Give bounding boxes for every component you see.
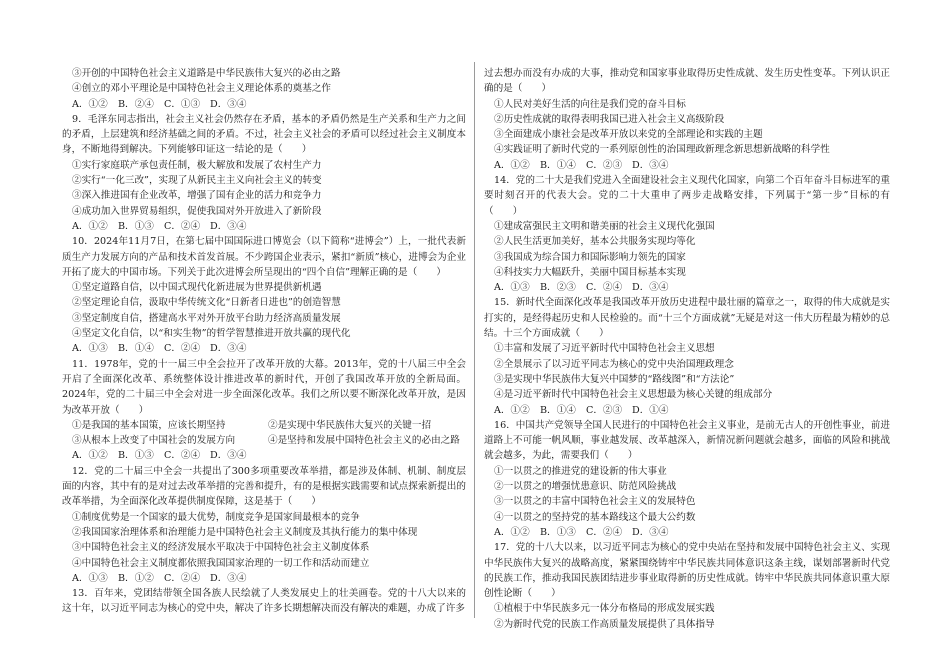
option-item: ①建成富强民主文明和谐美丽的社会主义现代化强国 xyxy=(494,220,715,232)
option-item: ④是坚持和发展中国特色社会主义的必由之路 xyxy=(268,435,460,447)
option-item: ④科技实力大幅跃升，美丽中国目标基本实现 xyxy=(494,266,686,278)
choice-d: D．③④ xyxy=(210,98,247,110)
choice-a: A．①② xyxy=(72,450,108,462)
choice-c: C．②④ xyxy=(164,343,201,355)
option-item: ③从根本上改变了中国社会的发展方向 xyxy=(72,435,236,447)
answer-choices xyxy=(484,280,890,295)
left-column xyxy=(62,66,466,617)
option-item: ②人民生活更加美好，基本公共服务实现均等化 xyxy=(494,236,696,248)
choice-b: B．①④ xyxy=(540,159,576,171)
option-item: ④坚定文化自信，以“和实生物”的哲学智慧推进开放共赢的现代化 xyxy=(72,328,351,340)
choice-b: B．①③ xyxy=(540,526,576,538)
option-item: ③开创的中国特色社会主义道路是中华民族伟大复兴的必由之路 xyxy=(72,68,341,79)
choice-c: C．①③ xyxy=(164,98,201,110)
option-item: ④创立的邓小平理论是中国特色社会主义理论体系的奠基之作 xyxy=(72,83,332,95)
question-17-stem: 17．党的十八大以来，以习近平同志为核心的党中央站在坚持和发展中国特色社会主义、实现中华民族伟大复兴的战略高度，紧紧围绕铸牢中华民族共同体意识这条主线，谋划部署新时代党的民族工作，推动我国民族团结进步事业取得新的历史性成就。铸牢中华民族共同体意识重大原创性论断（ ） xyxy=(484,542,890,600)
answer-choices xyxy=(62,97,466,112)
question-14-stem: 14．党的二十大是我们党进入全面建设社会主义现代化国家，向第二个百年奋斗目标进军的重要时刻召开的代表大会。党的二十大重申了两步走战略安排，下列属于“第一步”目标的有（ ） xyxy=(484,175,890,217)
option-item: ④成功加入世界贸易组织，促使我国对外开放进入了新阶段 xyxy=(72,205,322,217)
answer-choices xyxy=(484,158,890,173)
option-item: ②一以贯之的增强忧患意识、防范风险挑战 xyxy=(494,481,677,493)
option-item: ①丰富和发展了习近平新时代中国特色社会主义思想 xyxy=(494,343,715,355)
choice-b: B．②④ xyxy=(118,98,154,110)
choice-a: A．①② xyxy=(494,159,530,171)
option-item: ③我国成为综合国力和国际影响力领先的国家 xyxy=(494,251,686,263)
choice-c: C．②④ xyxy=(164,450,201,462)
choice-a: A．①③ xyxy=(72,572,108,584)
choice-c: C．②④ xyxy=(164,572,201,584)
option-item: ①制度优势是一个国家的最大优势，制度竞争是国家间最根本的竞争 xyxy=(72,511,360,523)
option-item: ④一以贯之的坚持党的基本路线这个最大公约数 xyxy=(494,511,696,523)
question-16-stem: 16．中国共产党领导全国人民进行的中国特色社会主义事业，是前无古人的开创性事业，前进道路上不可能一帆风顺，事业越发展、改革越深入，新情况新问题就会越多，面临的风险和挑战就会越多，为此，需要我们（ ） xyxy=(484,419,890,462)
choice-c: C．②④ xyxy=(586,282,623,294)
option-item: ③一以贯之的丰富中国特色社会主义的发展特色 xyxy=(494,496,696,508)
option-item: ①坚定道路自信，以中国式现代化新进展为世界提供新机遇 xyxy=(72,282,322,294)
choice-d: D．③④ xyxy=(210,343,247,355)
choice-a: A．①③ xyxy=(72,343,108,355)
question-9-stem: 9．毛泽东同志指出，社会主义社会仍然存在矛盾，基本的矛盾仍然是生产关系和生产力之间的矛盾，上层建筑和经济基础之间的矛盾。不过，社会主义社会的矛盾可以经过社会主义制度本身，不断地得到解决。下列能够印证这一结论的是（ ） xyxy=(62,113,466,156)
choice-d: D．③④ xyxy=(210,450,247,462)
answer-choices xyxy=(62,341,466,356)
choice-a: A．①② xyxy=(72,98,108,110)
option-item: ①一以贯之的推进党的建设新的伟大事业 xyxy=(494,465,667,477)
option-item: ③全面建成小康社会是改革开放以来党的全部理论和实践的主题 xyxy=(494,129,763,141)
choice-c: C．②③ xyxy=(586,404,623,416)
choice-b: B．②③ xyxy=(540,282,576,294)
answer-choices xyxy=(484,525,890,540)
option-item: ②是实现中华民族伟大复兴的关键一招 xyxy=(268,419,432,431)
option-row xyxy=(62,433,466,448)
choice-d: D．③④ xyxy=(210,220,247,232)
option-item: ③深入推进国有企业改革，增强了国有企业的活力和竞争力 xyxy=(72,190,322,202)
choice-d: D．③④ xyxy=(632,526,669,538)
option-item: ②为新时代党的民族工作高质量发展提供了具体指导 xyxy=(494,618,715,630)
answer-choices xyxy=(62,219,466,234)
option-item: ①实行家庭联产承包责任制，极大解放和发展了农村生产力 xyxy=(72,159,322,171)
choice-a: A．①② xyxy=(72,220,108,232)
option-item: ①植根于中华民族多元一体分布格局的形成发展实践 xyxy=(494,603,715,615)
choice-b: B．①③ xyxy=(118,220,154,232)
option-item: ④是习近平新时代中国特色社会主义思想最为核心关键的组成部分 xyxy=(494,389,773,401)
answer-choices xyxy=(62,571,466,586)
option-item: ②历史性成就的取得表明我国已进入社会主义高级阶段 xyxy=(494,113,725,125)
option-item: ②实行“一化三改”，实现了从新民主主义向社会主义的转变 xyxy=(72,175,322,187)
choice-c: C．②③ xyxy=(586,159,623,171)
choice-b: B．①② xyxy=(118,572,154,584)
question-12-stem: 12．党的二十届三中全会一共提出了300多项重要改革举措，都是涉及体制、机制、制度层面的内容，其中有的是对过去改革举措的完善和提升，有的是根据实践需要和试点探索新提出的改革举措，为全面深化改革提供制度保障，这是基于（ ） xyxy=(62,465,466,508)
question-11-stem: 11．1978年，党的十一届三中全会拉开了改革开放的大幕。2013年，党的十八届三中全会开启了全面深化改革、系统整体设计推进改革的新时代，开创了我国改革开放的全新局面。2024年，党的二十届三中全会对进一步全面深化改革。我们之所以要不断深化改革开放，是因为改革开放（ ） xyxy=(62,358,466,416)
choice-d: D．③④ xyxy=(632,159,669,171)
option-item: ①人民对美好生活的向往是我们党的奋斗目标 xyxy=(494,98,686,110)
choice-d: D．③④ xyxy=(632,282,669,294)
option-item: ③坚定制度自信，搭建高水平对外开放平台助力经济高质量发展 xyxy=(72,312,341,324)
choice-c: C．②④ xyxy=(164,220,201,232)
question-15-stem: 15．新时代全面深化改革是我国改革开放历史进程中最壮丽的篇章之一，取得的伟大成就是实打实的，是经得起历史和人民检验的。而“十三个方面成就”无疑是对这一伟大历程最为精妙的总结。十三个方面成就（ ） xyxy=(484,297,890,340)
question-13-continuation: 过去想办而没有办成的大事，推动党和国家事业取得历史性成就、发生历史性变革。下列认识正确的是（ ） xyxy=(484,68,890,95)
choice-d: D．③④ xyxy=(210,572,247,584)
choice-d: D．①④ xyxy=(632,404,669,416)
choice-a: A．①② xyxy=(494,526,530,538)
option-item: ③中国特色社会主义的经济发展水平取决于中国特色社会主义制度体系 xyxy=(72,542,370,554)
choice-a: A．①② xyxy=(494,404,530,416)
answer-choices xyxy=(62,448,466,463)
choice-a: A．①③ xyxy=(494,282,530,294)
answer-choices xyxy=(484,403,890,418)
option-item: ③是实现中华民族伟大复兴中国梦的“路线图”和“方法论” xyxy=(494,373,735,385)
option-item: ①是我国的基本国策，应该长期坚持 xyxy=(72,419,226,431)
column-divider xyxy=(474,62,475,618)
choice-b: B．①③ xyxy=(118,450,154,462)
option-item: ④实践证明了新时代党的一系列原创性的治国理政新理念新思想新战略的科学性 xyxy=(494,144,830,156)
choice-b: B．①④ xyxy=(118,343,154,355)
question-13-stem: 13．百年来，党团结带领全国各族人民绘就了人类发展史上的壮美画卷。党的十八大以来的这十年，以习近平同志为核心的党中央，解决了许多长期想解决而没有解决的难题，办成了许多 xyxy=(62,588,466,615)
option-item: ②我国国家治理体系和治理能力是中国特色社会主义制度及其执行能力的集中体现 xyxy=(72,526,418,538)
option-item: ②坚定理论自信，汲取中华传统文化“日新者日进也”的创造智慧 xyxy=(72,297,341,309)
right-column xyxy=(484,66,890,632)
option-item: ④中国特色社会主义制度都依照我国国家治理的一切工作和活动而建立 xyxy=(72,557,370,569)
option-row xyxy=(62,418,466,433)
choice-c: C．②④ xyxy=(586,526,623,538)
question-10-stem: 10．2024年11月7日，在第七届中国国际进口博览会（以下简称“进博会”）上，一批代表新质生产力发展方向的产品和技术首发首展。不少跨国企业表示，紧扣“新质”核心，进博会为企业开拓了庞大的中国市场。下列关于此次进博会所呈现出的“四个自信”理解正确的是（ ） xyxy=(62,236,466,278)
option-item: ②全景展示了以习近平同志为核心的党中央治国理政理念 xyxy=(494,358,734,370)
choice-b: B．①④ xyxy=(540,404,576,416)
